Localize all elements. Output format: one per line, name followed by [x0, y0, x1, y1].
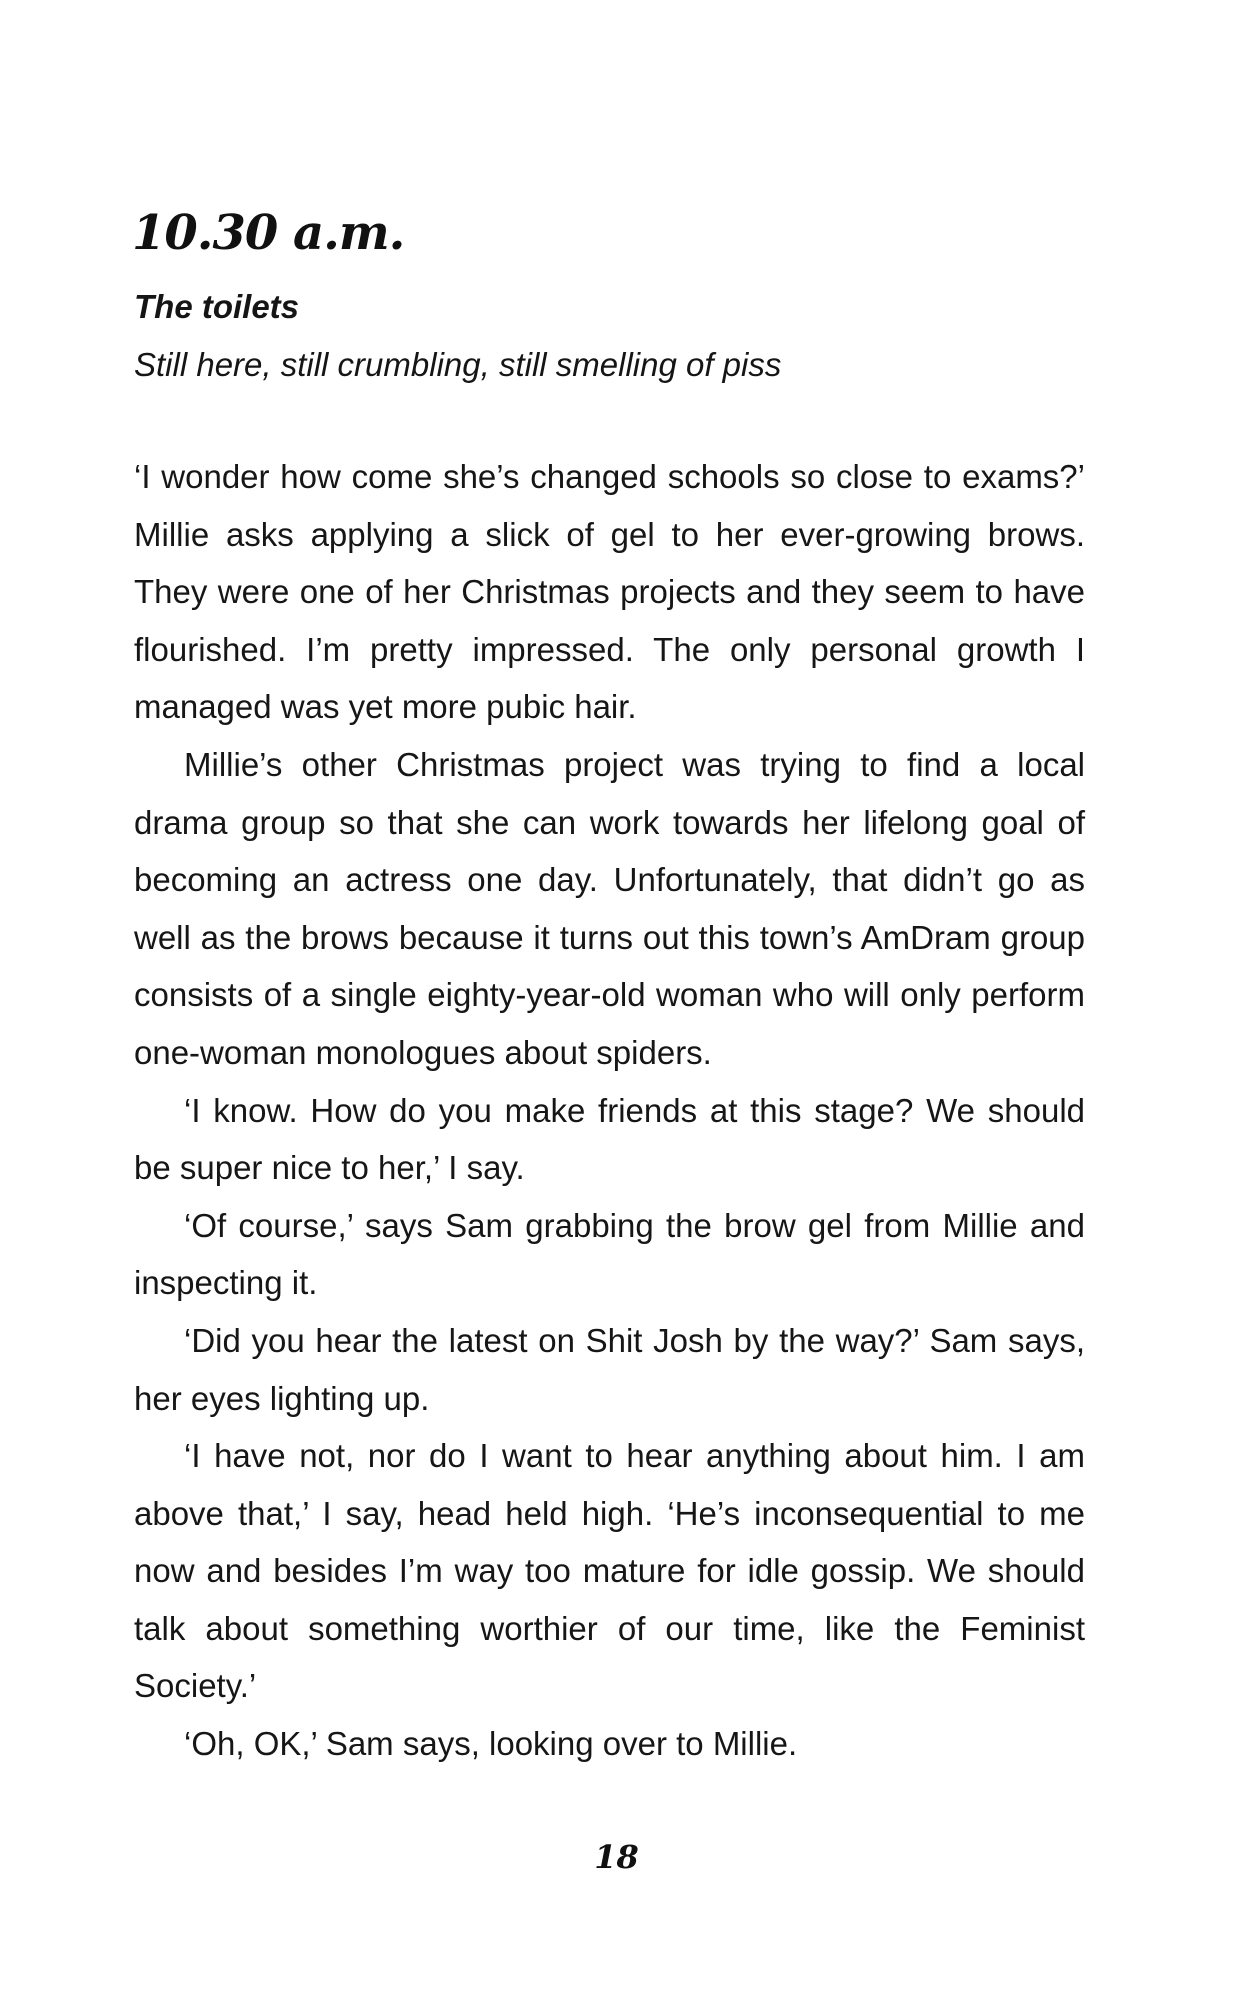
- paragraph: ‘Of course,’ says Sam grabbing the brow gel from Millie and inspecting it.: [134, 1206, 1085, 1302]
- location-description: Still here, still crumbling, still smelling of piss: [134, 346, 782, 383]
- paragraph: ‘Did you hear the latest on Shit Josh by the way?’ Sam says, her eyes lighting up.: [134, 1321, 1085, 1417]
- location-heading: The toilets: [134, 288, 300, 325]
- paragraph: ‘I wonder how come she’s changed schools so close to exams?’ Millie asks applying a slick of gel to her ever-growing brows. They were one of her Christmas projects and they seem to have flourished. I’m pretty impressed. The only personal growth I managed was yet more pubic hair.: [134, 458, 1085, 726]
- paragraph: ‘I know. How do you make friends at this stage? We should be super nice to her,’ I say.: [134, 1091, 1085, 1187]
- section-time-heading: 10.30 a.m.: [132, 205, 405, 261]
- paragraph: ‘Oh, OK,’ Sam says, looking over to Millie.: [184, 1725, 798, 1763]
- page-number: 18: [594, 1838, 639, 1876]
- body-text: [134, 448, 1085, 1773]
- paragraph: ‘I have not, nor do I want to hear anything about him. I am above that,’ I say, head held high. ‘He’s inconsequential to me now and besides I’m way too mature for idle gossip. We should talk about something worthier of our time, like the Feminist Society.’: [134, 1437, 1085, 1705]
- paragraph: Millie’s other Christmas project was trying to find a local drama group so that she can work towards her lifelong goal of becoming an actress one day. Unfortunately, that didn’t go as well as the brows because it turns out this town’s AmDram group consists of a single eighty-year-old woman who will only perform one-woman monologues about spiders.: [134, 745, 1085, 1071]
